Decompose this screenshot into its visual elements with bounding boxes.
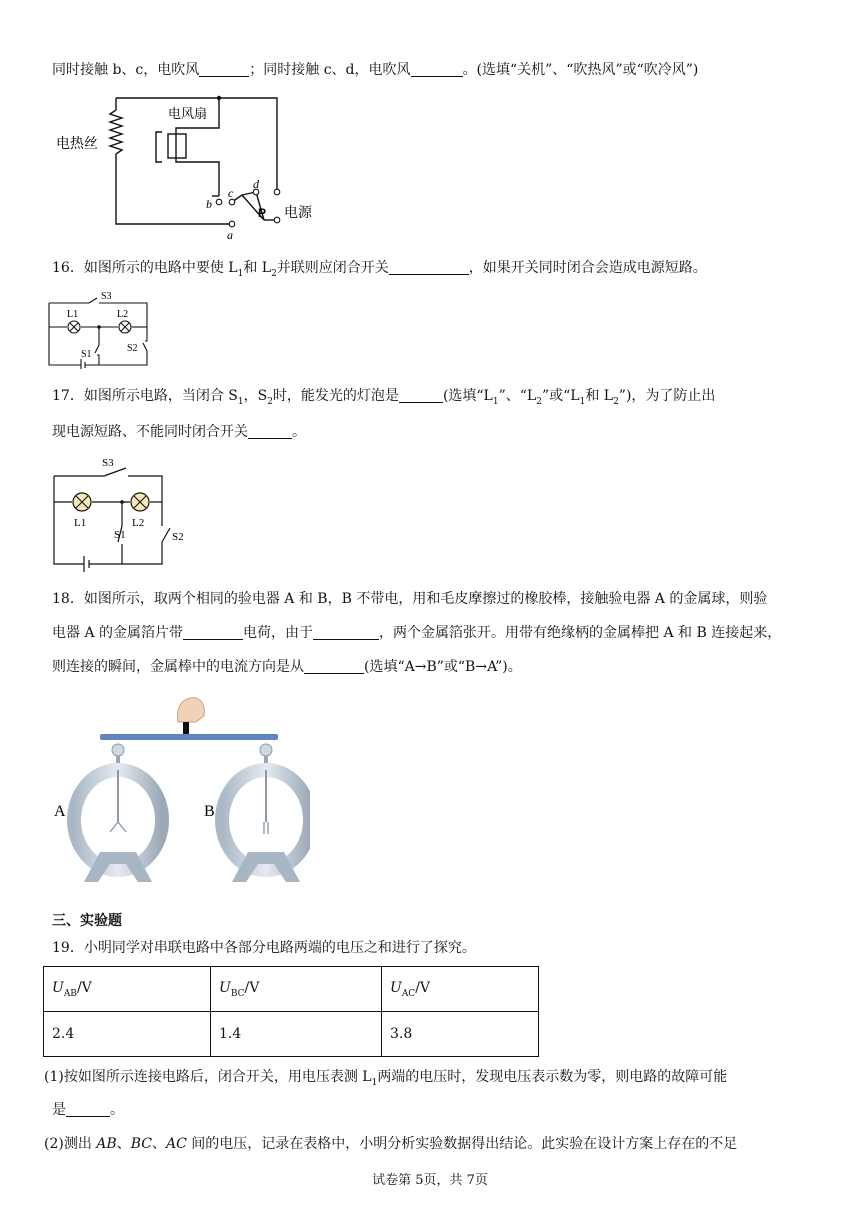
q16-blank[interactable] (389, 260, 469, 275)
terminal-d-label: d (253, 177, 259, 191)
electroscope-figure (50, 692, 310, 887)
terminal-p-label: P (258, 206, 267, 220)
header-unit: /V (415, 979, 431, 996)
q18-number: 18． (52, 591, 84, 607)
q18-text-2b: 电荷，由于 (243, 625, 314, 641)
q19-p2-ac: AC (165, 1136, 187, 1152)
q17-text-f: ”或“L (541, 388, 580, 404)
q16-circuit-figure (45, 289, 155, 369)
q18-line-1 (52, 590, 767, 608)
label-a: A (54, 803, 66, 820)
q17-blank-2[interactable] (248, 424, 292, 439)
q15-line (52, 61, 698, 79)
q17-sub-l1b: 1 (579, 396, 586, 407)
q19-p1-line2-b: 。 (110, 1102, 124, 1118)
terminal-c-label: c (228, 186, 234, 200)
section-title: 三、实验题 (52, 913, 122, 929)
q19-p1-line2-a: 是 (52, 1102, 66, 1118)
q17-circuit-figure (50, 454, 195, 574)
q17-text-g: 和 L (585, 388, 614, 404)
q18-text-2c: ，两个金属箔张开。用带有绝缘柄的金属棒把 A 和 B 连接起来， (379, 625, 782, 641)
table-header-cell (44, 967, 211, 1012)
q18-blank-2[interactable] (313, 625, 379, 640)
q19-p2-bc: BC (130, 1136, 152, 1152)
terminal-b-label: b (206, 197, 212, 211)
q19-blank-1[interactable] (66, 1102, 110, 1117)
header-sub: AB (63, 988, 77, 999)
header-unit: /V (76, 979, 92, 996)
q17-text-e: ”、“L (498, 388, 537, 404)
voltage-table (43, 966, 539, 1057)
q16-s3-label: S3 (101, 291, 112, 302)
q17-sub-l2: 2 (536, 396, 542, 407)
q16-sub-2: 2 (271, 268, 277, 279)
q17-l2-label: L2 (132, 517, 145, 529)
header-u: U (219, 979, 231, 996)
table-cell: 2.4 (44, 1012, 211, 1057)
q19-part1-line-2 (52, 1101, 124, 1119)
heater-label: 电热丝 (56, 135, 98, 151)
table-cell: 1.4 (211, 1012, 382, 1057)
fan-label: 电风扇 (168, 106, 208, 121)
q17-text-a: 如图所示电路，当闭合 S (83, 388, 238, 404)
q17-blank-1[interactable] (399, 388, 443, 403)
q17-number: 17． (52, 388, 84, 404)
q19-part2-line (44, 1135, 737, 1153)
q17-s1-label: S1 (114, 529, 126, 541)
q17-text-d: (选填“L (442, 388, 493, 404)
q16-text-d: ，如果开关同时闭合会造成电源短路。 (468, 260, 707, 276)
q18-line-2 (52, 624, 781, 642)
q15-blank-2[interactable] (411, 62, 463, 77)
header-u: U (390, 979, 402, 996)
terminal-a-label: a (227, 228, 233, 242)
q16-l1-label: L1 (67, 309, 79, 320)
q15-blank-1[interactable] (199, 62, 249, 77)
q18-blank-1[interactable] (183, 625, 243, 640)
table-header-row (44, 967, 539, 1012)
q15-text-b: ；同时接触 c、d，电吹风 (249, 62, 411, 78)
q18-blank-3[interactable] (304, 659, 364, 674)
q19-p1-sub: 1 (371, 1077, 378, 1088)
q19-line (52, 939, 476, 957)
q16-text-b: 和 L (243, 260, 272, 276)
q16-text-a: 如图所示的电路中要使 L (83, 260, 238, 276)
table-cell: 3.8 (382, 1012, 539, 1057)
q17-l1-label: L1 (74, 517, 87, 529)
q17-sub-l2b: 2 (613, 396, 619, 407)
q16-text-c: 并联则应闭合开关 (276, 260, 389, 276)
q16-s2-label: S2 (127, 343, 138, 354)
q19-text: 小明同学对串联电路中各部分电路两端的电压之和进行了探究。 (83, 940, 476, 956)
q17-sub-l1: 1 (492, 396, 499, 407)
q17-line-2 (52, 423, 306, 441)
q15-text-a: 同时接触 b、c，电吹风 (52, 62, 200, 78)
q17-line-1 (52, 387, 715, 411)
table-header-cell (211, 967, 382, 1012)
q16-number: 16． (52, 260, 84, 276)
q16-s1-label: S1 (81, 349, 92, 360)
q15-circuit-figure (52, 84, 322, 244)
header-sub: BC (230, 988, 245, 999)
q19-p2-b: 间的电压，记录在表格中，小明分析实验数据得出结论。此实验在设计方案上存在的不足 (186, 1136, 738, 1152)
q19-p2-ab: AB (96, 1136, 117, 1152)
q19-p2-sep1: 、 (116, 1136, 131, 1152)
q18-text-3b: (选填“A→B”或“B→A”)。 (364, 659, 522, 675)
q19-p1-b: 两端的电压时，发现电压表示数为零，则电路的故障可能 (377, 1069, 728, 1085)
q19-p1-a: (1)按如图所示连接电路后，闭合开关，用电压表测 L (44, 1069, 372, 1085)
q16-sub-1: 1 (237, 268, 244, 279)
q17-line2-b: 。 (292, 424, 306, 440)
table-row (44, 1012, 539, 1057)
header-sub: AC (401, 988, 416, 999)
q18-text-2a: 电器 A 的金属箔片带 (52, 625, 184, 641)
q17-sub-s2: 2 (267, 396, 273, 407)
hand-icon (178, 698, 205, 736)
q19-number: 19． (52, 940, 84, 956)
q18-text-3a: 则连接的瞬间，金属棒中的电流方向是从 (52, 659, 304, 675)
metal-rod (100, 734, 278, 740)
q19-p2-sep2: 、 (151, 1136, 166, 1152)
table-header-cell (382, 967, 539, 1012)
q17-line2-a: 现电源短路、不能同时闭合开关 (52, 424, 248, 440)
q17-sub-s1: 1 (237, 396, 244, 407)
q19-p2-a: (2)测出 (44, 1136, 97, 1152)
q17-text-c: 时，能发光的灯泡是 (272, 388, 399, 404)
label-b: B (204, 803, 215, 820)
electroscope-b (222, 744, 310, 882)
q17-text-b: ，S (243, 388, 268, 404)
header-u: U (52, 979, 64, 996)
electroscope-a (74, 744, 162, 882)
q18-text-1: 如图所示，取两个相同的验电器 A 和 B，B 不带电，用和毛皮摩擦过的橡胶棒，接触验电器 A 的金属球，则验 (83, 591, 768, 607)
q17-text-h: ”)，为了防止出 (618, 388, 716, 404)
q16-l2-label: L2 (117, 309, 129, 320)
page-footer: 试卷第 5页，共 7页 (372, 1173, 488, 1188)
source-label: 电源 (284, 204, 312, 220)
q19-part1-line-1 (44, 1068, 727, 1092)
q15-text-c: 。(选填“关机”、“吹热风”或“吹冷风”) (462, 62, 699, 78)
q16-line (52, 259, 707, 283)
q17-s2-label: S2 (172, 531, 184, 543)
header-unit: /V (244, 979, 260, 996)
q17-s3-label: S3 (102, 457, 114, 469)
q18-line-3 (52, 658, 522, 676)
